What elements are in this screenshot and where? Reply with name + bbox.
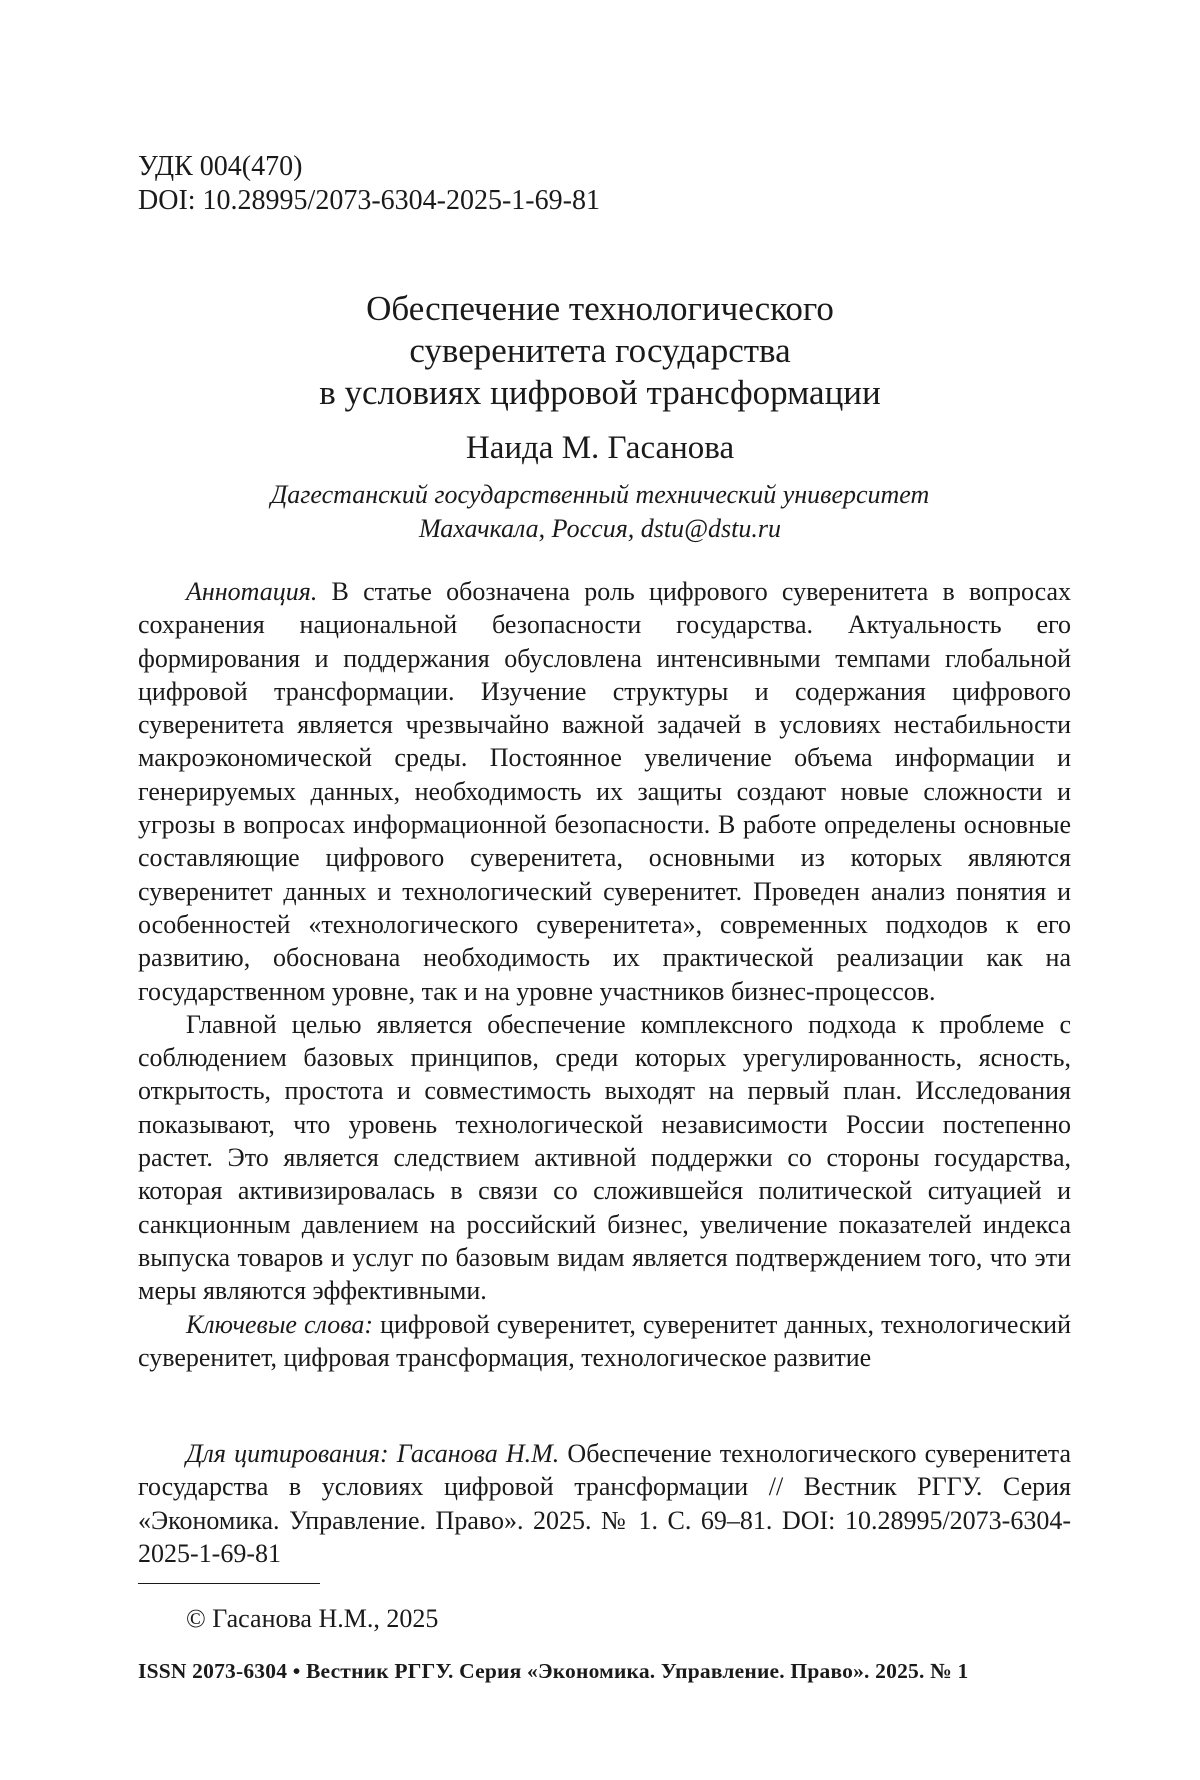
doi-link[interactable]: DOI: 10.28995/2073-6304-2025-1-69-81 xyxy=(138,185,600,216)
udk-code: УДК 004(470) xyxy=(138,151,303,182)
abstract-label: Аннотация. xyxy=(186,577,318,606)
affiliation-location-email: Махачкала, Россия, dstu@dstu.ru xyxy=(418,514,782,543)
citation-paragraph xyxy=(138,1437,1071,1570)
citation-label: Для цитирования: Гасанова Н.М. xyxy=(186,1439,560,1468)
keywords-label: Ключевые слова: xyxy=(186,1309,373,1339)
abstract-paragraph: Главной целью является обеспечение комплексного подхода к проблеме с соблюдением базовых принципов, среди которых урегулированность, ясность, открытость, простота и совместимость выходят на первый план. Исследования показывают, что уровень технологической независимости России постепенно растет. Это является следствием активной поддержки со стороны государства, которая активизировалась в связи со сложившейся политической ситуацией и санкционным давлением на российский бизнес, увеличение показателей индекса выпуска товаров и услуг по базовым видам является подтверждением того, что эти меры являются эффективными. xyxy=(138,1009,1071,1306)
journal-running-footer: ISSN 2073-6304 • Вестник РГГУ. Серия «Экономика. Управление. Право». 2025. № 1 xyxy=(138,1659,969,1683)
article-title xyxy=(0,288,1200,414)
citation-text: Обеспечение технологического суверенитета государства в условиях цифровой трансформации // Вестник РГГУ. Серия «Экономика. Управление. Право». 2025. № 1. С. 69–81. DOI: 10.28995/2073-6304-2025-1-69-81 xyxy=(138,1439,1071,1568)
keywords-paragraph xyxy=(138,1308,1071,1375)
abstract-paragraph xyxy=(138,575,1071,1008)
abstract-section xyxy=(138,575,1071,1374)
footnote-divider xyxy=(138,1583,320,1584)
abstract-text: В статье обозначена роль цифрового суверенитета в вопросах сохранения национальной безопасности государства. Актуальность его формирования и поддержания обусловлена интенсивными темпами глобальной цифровой трансформации. Изучение структуры и содержания цифрового суверенитета является чрезвычайно важной задачей в условиях нестабильности макроэкономической среды. Постоянное увеличение объема информации и генерируемых данных, необходимость их защиты создают новые сложности и угрозы в вопросах информационной безопасности. В работе определены основные составляющие цифрового суверенитета, основными из которых являются суверенитет данных и технологический суверенитет. Проведен анализ понятия и особенностей «технологического суверенитета», современных подходов к его развитию, обоснована необходимость их практической реализации как на государственном уровне, так и на уровне участников бизнес-процессов. xyxy=(138,577,1071,1006)
affiliation-institution: Дагестанский государственный технический университет xyxy=(270,480,930,509)
citation-section xyxy=(138,1437,1071,1570)
title-line: в условиях цифровой трансформации xyxy=(319,373,881,412)
title-line: Обеспечение технологического xyxy=(366,289,834,328)
title-line: суверенитета государства xyxy=(409,331,791,370)
copyright-note: © Гасанова Н.М., 2025 xyxy=(186,1604,439,1633)
author-affiliation xyxy=(0,478,1200,546)
article-meta xyxy=(138,150,600,218)
keywords-text: цифровой суверенитет, суверенитет данных, технологический суверенитет, цифровая трансформация, технологическое развитие xyxy=(138,1309,1072,1372)
author-name: Наида М. Гасанова xyxy=(465,430,735,466)
